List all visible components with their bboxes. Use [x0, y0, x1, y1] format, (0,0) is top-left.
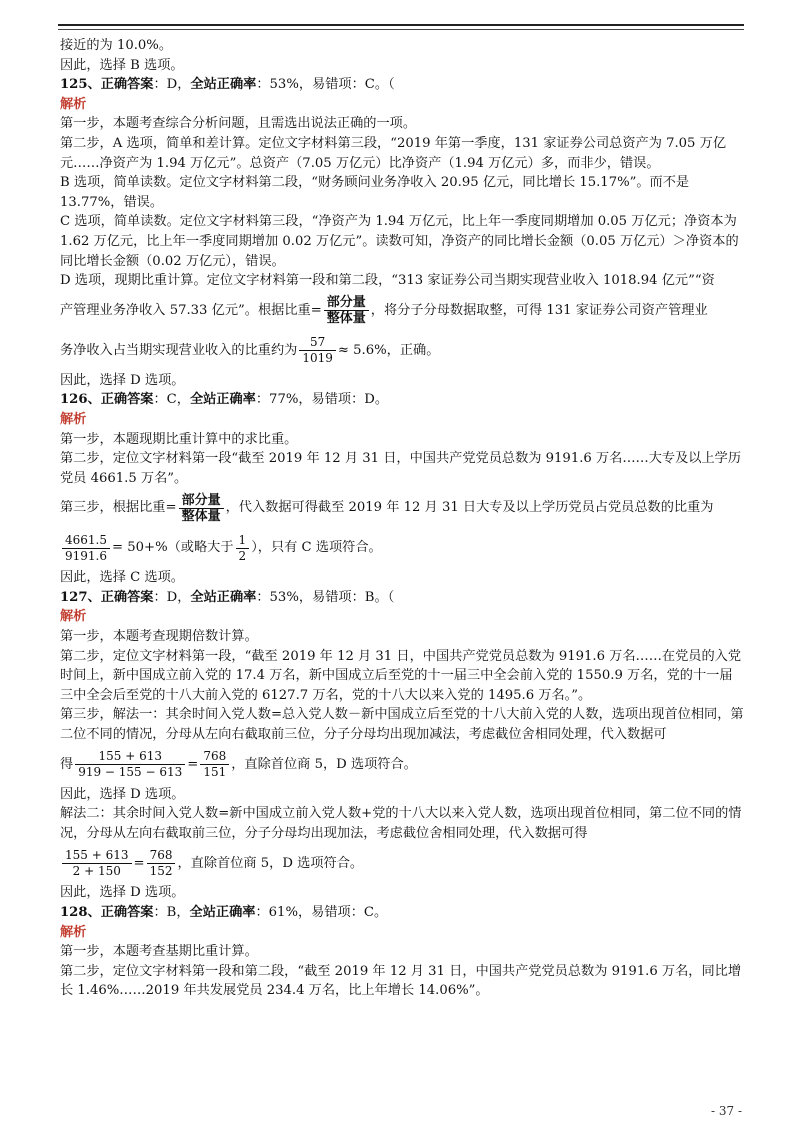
text-line: 第三步，解法一：其余时间入党人数=总入党人数－新中国成立后至党的十八大前入党的人数，选项出现首位相同，第二位不同的情况，分母从左向右截取前三位，分子分母均出现加减法，考虑截位舍相同处理，代入数据可	[60, 707, 744, 743]
text-line: 第二步，定位文字材料第一段“截至 2019 年 12 月 31 日，中国共产党党员总数为 9191.6 万名……大专及以上学历党员 4661.5 万名”。	[60, 451, 742, 486]
ratio-formula: $\frac{\text{部分量}}{\text{整体量}}$	[324, 295, 369, 326]
header-rule-thin	[58, 29, 744, 30]
text-line: 第一步，本题考查现期倍数计算。	[60, 629, 258, 645]
fraction: $\frac{155 + 613}{2 + 150}$	[62, 848, 132, 879]
ratio-formula: $\frac{\text{部分量}}{\text{整体量}}$	[179, 493, 224, 524]
text-line: 因此，选择 D 选项。	[60, 885, 185, 901]
fraction: $\frac{4661.5}{9191.6}$	[62, 533, 110, 564]
text-line: 接近的为 10.0%。	[60, 38, 173, 53]
text-line: 因此，选择 C 选项。	[60, 570, 184, 586]
question-128-header: 128、正确答案：B，全站正确率：61%，易错项：C。	[60, 905, 388, 920]
analysis-label: 解析	[60, 924, 87, 940]
text-line: 第二步，定位文字材料第一段，“截至 2019 年 12 月 31 日，中国共产党党员总数为 9191.6 万名……在党员的入党时间上，新中国成立前入党的 17.4 万名，新中国成立后至党的十一届三中全会前入党的 1550.9 万名，党的十一届三中全会后至党的十八大前入党的 6127.7 万名，党的十八大以来入党的 1495.6 万名。”。	[60, 648, 742, 703]
header-rule-thick	[58, 24, 744, 26]
text-line: D 选项，现期比重计算。定位文字材料第一段和第二段，“313 家证券公司当期实现营业收入 1018.94 亿元”“资	[60, 273, 715, 289]
fraction: $\frac{155 + 613}{919 - 155 - 613}$	[75, 749, 185, 780]
formula-line: $\frac{4661.5}{9191.6}$ = 50+% （或略大于 $\frac{1}{2}$ ），只有 C 选项符合。	[60, 528, 744, 568]
analysis-label: 解析	[60, 96, 87, 112]
formula-line: 务净收入占当期实现营业收入的比重约为 $\frac{57}{1019}$ ≈ 5.6% ，正确。	[60, 335, 440, 366]
text-line: 第二步，定位文字材料第一段和第二段，“截至 2019 年 12 月 31 日，中国共产党党员总数为 9191.6 万名，同比增长 1.46%……2019 年共发展党员 234.4 万名，比上年增长 14.06%”。	[60, 963, 742, 999]
document-body	[60, 36, 744, 1001]
question-125-header: 125、正确答案：D，全站正确率：53%，易错项：C。（	[60, 77, 395, 93]
formula-line: $\frac{155 + 613}{2 + 150}$ = $\frac{768}{152}$ ，直除首位商 5，D 选项符合。	[60, 843, 744, 883]
fraction: $\frac{57}{1019}$	[299, 335, 336, 366]
fraction: $\frac{768}{151}$	[200, 749, 229, 780]
analysis-label: 解析	[60, 411, 87, 427]
text-line: 第一步，本题考查综合分析问题，且需选出说法正确的一项。	[60, 116, 417, 132]
fraction: $\frac{768}{152}$	[147, 848, 176, 879]
text-line: 因此，选择 D 选项。	[60, 372, 185, 388]
analysis-label: 解析	[60, 609, 87, 625]
fraction: $\frac{1}{2}$	[236, 533, 250, 564]
formula-line: 得 $\frac{155 + 613}{919 - 155 - 613}$ = $\frac{768}{151}$ ，直除首位商 5，D 选项符合。	[60, 749, 417, 780]
question-127-header: 127、正确答案：D，全站正确率：53%，易错项：B。（	[60, 589, 395, 605]
text-line: 因此，选择 B 选项。	[60, 57, 184, 73]
formula-line: 第三步，根据比重= $\frac{\text{部分量}}{\text{整体量}}$ ，代入数据可得截至 2019 年 12 月 31 日大专及以上学历党员占党员总数的比重为	[60, 492, 714, 524]
text-line: 第一步，本题现期比重计算中的求比重。	[60, 431, 298, 447]
text-line: 第一步，本题考查基期比重计算。	[60, 944, 258, 960]
text-line: B 选项，简单读数。定位文字材料第二段，“财务顾问业务净收入 20.95 亿元，同比增长 15.17%”。而不是 13.77%，错误。	[60, 175, 690, 210]
text-line: C 选项，简单读数。定位文字材料第三段，“净资产为 1.94 万亿元，比上年一季度同期增加 0.05 万亿元；净资本为 1.62 万亿元，比上年一季度同期增加 0.02 万亿元”。读数可知，净资产的同比增长金额（0.05 万亿元）＞净资本的同比增长金额（0.02 万亿元），错误。	[60, 214, 739, 269]
formula-line: 产管理业务净收入 57.33 亿元”。根据比重= $\frac{\text{部分量}}{\text{整体量}}$ ，将分子分母数据取整，可得 131 家证券公司资产管理业	[60, 295, 708, 327]
text-line: 因此，选择 D 选项。	[60, 786, 185, 802]
text-line: 解法二：其余时间入党人数=新中国成立前入党人数+党的十八大以来入党人数，选项出现首位相同，第二位不同的情况，分母从左向右截取前三位，分子分母均出现加法，考虑截位舍相同处理，代入数据可得	[60, 806, 742, 841]
page-number: - 37 -	[710, 1104, 742, 1118]
text-line: 第二步，A 选项，简单和差计算。定位文字材料第三段，“2019 年第一季度，131 家证券公司总资产为 7.05 万亿元……净资产为 1.94 万亿元”。总资产（7.05 万亿元）比净资产（1.94 万亿元）多，而非少，错误。	[60, 135, 727, 171]
question-126-header: 126、正确答案：C，全站正确率：77%，易错项：D。	[60, 392, 389, 408]
